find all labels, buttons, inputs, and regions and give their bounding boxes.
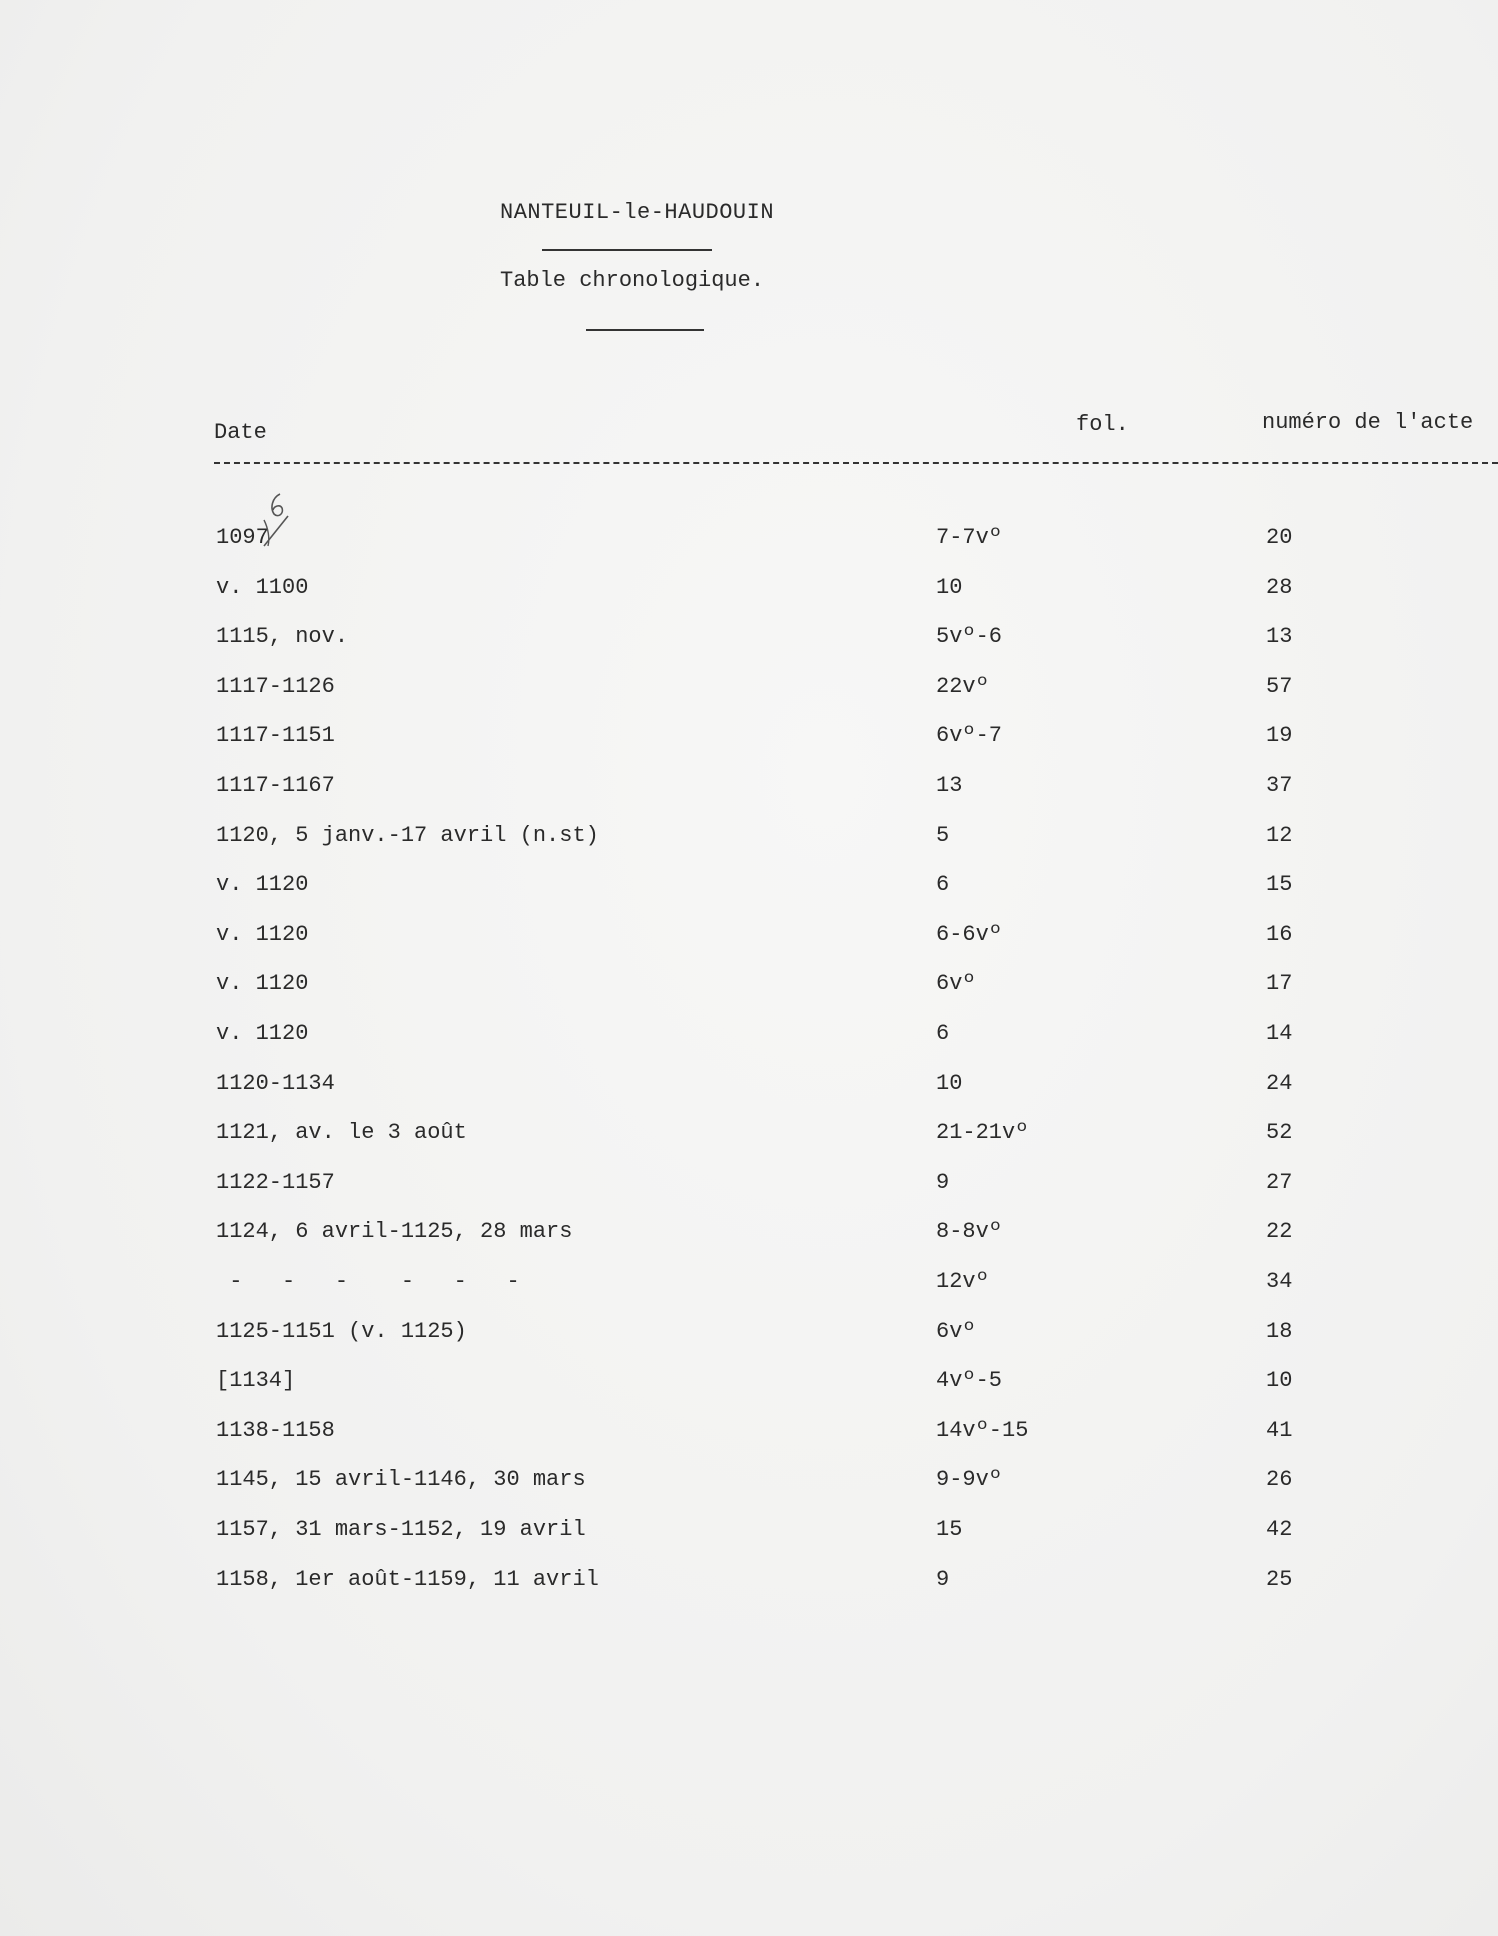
cell-date: 1145, 15 avril-1146, 30 mars <box>216 1467 586 1493</box>
cell-fol: 5vº-6 <box>936 624 1003 650</box>
cell-fol: 8-8vº <box>936 1219 1003 1245</box>
table-row <box>0 1170 1498 1210</box>
column-header-date: Date <box>214 420 267 445</box>
cell-num: 20 <box>1266 525 1293 550</box>
handwritten-correction-icon <box>258 488 298 548</box>
table-row <box>0 1418 1498 1458</box>
cell-date: 1117-1167 <box>216 773 335 798</box>
table-row <box>0 1517 1498 1557</box>
cell-date: 1124, 6 avril-1125, 28 mars <box>216 1219 573 1245</box>
cell-num: 12 <box>1266 822 1293 848</box>
cell-date: 1158, 1er août-1159, 11 avril <box>216 1566 599 1592</box>
table-row <box>0 674 1498 714</box>
cell-num: 16 <box>1266 921 1293 947</box>
subtitle-underline <box>586 329 704 331</box>
cell-date: 1115, nov. <box>216 624 349 650</box>
table-row <box>0 773 1498 813</box>
cell-fol: 6 <box>936 872 950 898</box>
cell-num: 19 <box>1266 723 1293 749</box>
cell-date: v. 1120 <box>216 872 309 898</box>
cell-fol: 13 <box>936 773 963 798</box>
cell-fol: 22vº <box>936 673 989 699</box>
cell-num: 28 <box>1266 574 1293 600</box>
table-row <box>0 723 1498 763</box>
cell-date: 1120, 5 janv.-17 avril (n.st) <box>216 822 599 848</box>
table-row <box>0 872 1498 912</box>
cell-fol: 9 <box>936 1566 950 1592</box>
table-row <box>0 922 1498 962</box>
header-dashed-rule <box>214 462 1498 464</box>
cell-num: 15 <box>1266 872 1293 898</box>
cell-num: 17 <box>1266 971 1293 997</box>
cell-num: 13 <box>1266 624 1293 650</box>
table-row <box>0 525 1498 565</box>
cell-fol: 6vº-7 <box>936 723 1003 749</box>
cell-fol: 10 <box>936 1070 963 1096</box>
cell-num: 24 <box>1266 1070 1293 1096</box>
cell-num: 25 <box>1266 1566 1293 1592</box>
cell-fol: 5 <box>936 822 950 848</box>
table-row <box>0 624 1498 664</box>
cell-date: 1138-1158 <box>216 1417 335 1443</box>
cell-num: 14 <box>1266 1021 1293 1046</box>
document-subtitle: Table chronologique. <box>500 268 765 293</box>
cell-num: 57 <box>1266 673 1293 699</box>
table-row <box>0 1219 1498 1259</box>
cell-date: 1122-1157 <box>216 1169 335 1195</box>
cell-fol: 6vº <box>936 971 976 997</box>
table-row <box>0 1021 1498 1061</box>
table-row <box>0 1269 1498 1309</box>
cell-date: [1134] <box>216 1368 296 1394</box>
cell-date: 1097 <box>216 525 269 550</box>
cell-num: 26 <box>1266 1467 1293 1493</box>
cell-num: 42 <box>1266 1517 1293 1542</box>
document-title: NANTEUIL-le-HAUDOUIN <box>500 200 775 225</box>
cell-date: 1157, 31 mars-1152, 19 avril <box>216 1517 586 1542</box>
cell-date: v. 1120 <box>216 921 309 947</box>
cell-fol: 9 <box>936 1169 950 1195</box>
cell-fol: 14vº-15 <box>936 1417 1029 1443</box>
cell-num: 22 <box>1266 1219 1293 1245</box>
table-row <box>0 1467 1498 1507</box>
cell-fol: 9-9vº <box>936 1467 1003 1493</box>
cell-date: v. 1120 <box>216 971 309 997</box>
cell-date: 1117-1151 <box>216 723 335 749</box>
cell-fol: 12vº <box>936 1269 989 1294</box>
cell-num: 52 <box>1266 1120 1293 1146</box>
table-row <box>0 1071 1498 1111</box>
cell-fol: 7-7vº <box>936 525 1003 550</box>
table-row <box>0 823 1498 863</box>
table-row <box>0 575 1498 615</box>
cell-num: 37 <box>1266 773 1293 798</box>
cell-date: v. 1100 <box>216 574 309 600</box>
cell-date: - - - - - - <box>216 1269 520 1294</box>
cell-fol: 4vº-5 <box>936 1368 1003 1394</box>
cell-fol: 15 <box>936 1517 963 1542</box>
table-row <box>0 1319 1498 1359</box>
cell-fol: 6vº <box>936 1318 976 1344</box>
table-row <box>0 971 1498 1011</box>
cell-date: 1120-1134 <box>216 1070 335 1096</box>
cell-date: 1117-1126 <box>216 673 335 699</box>
title-underline <box>542 249 712 251</box>
cell-num: 27 <box>1266 1169 1293 1195</box>
cell-fol: 6 <box>936 1021 950 1046</box>
cell-fol: 6-6vº <box>936 921 1003 947</box>
cell-date: v. 1120 <box>216 1021 309 1046</box>
cell-num: 18 <box>1266 1318 1293 1344</box>
column-header-fol: fol. <box>1076 412 1129 437</box>
cell-num: 34 <box>1266 1269 1293 1294</box>
table-row <box>0 1368 1498 1408</box>
cell-fol: 10 <box>936 574 963 600</box>
cell-fol: 21-21vº <box>936 1120 1029 1146</box>
cell-date: 1121, av. le 3 août <box>216 1120 467 1146</box>
column-header-num: numéro de l'acte <box>1262 410 1474 435</box>
table-row <box>0 1120 1498 1160</box>
cell-date: 1125-1151 (v. 1125) <box>216 1318 467 1344</box>
table-row <box>0 1567 1498 1607</box>
cell-num: 10 <box>1266 1368 1293 1394</box>
cell-num: 41 <box>1266 1417 1293 1443</box>
